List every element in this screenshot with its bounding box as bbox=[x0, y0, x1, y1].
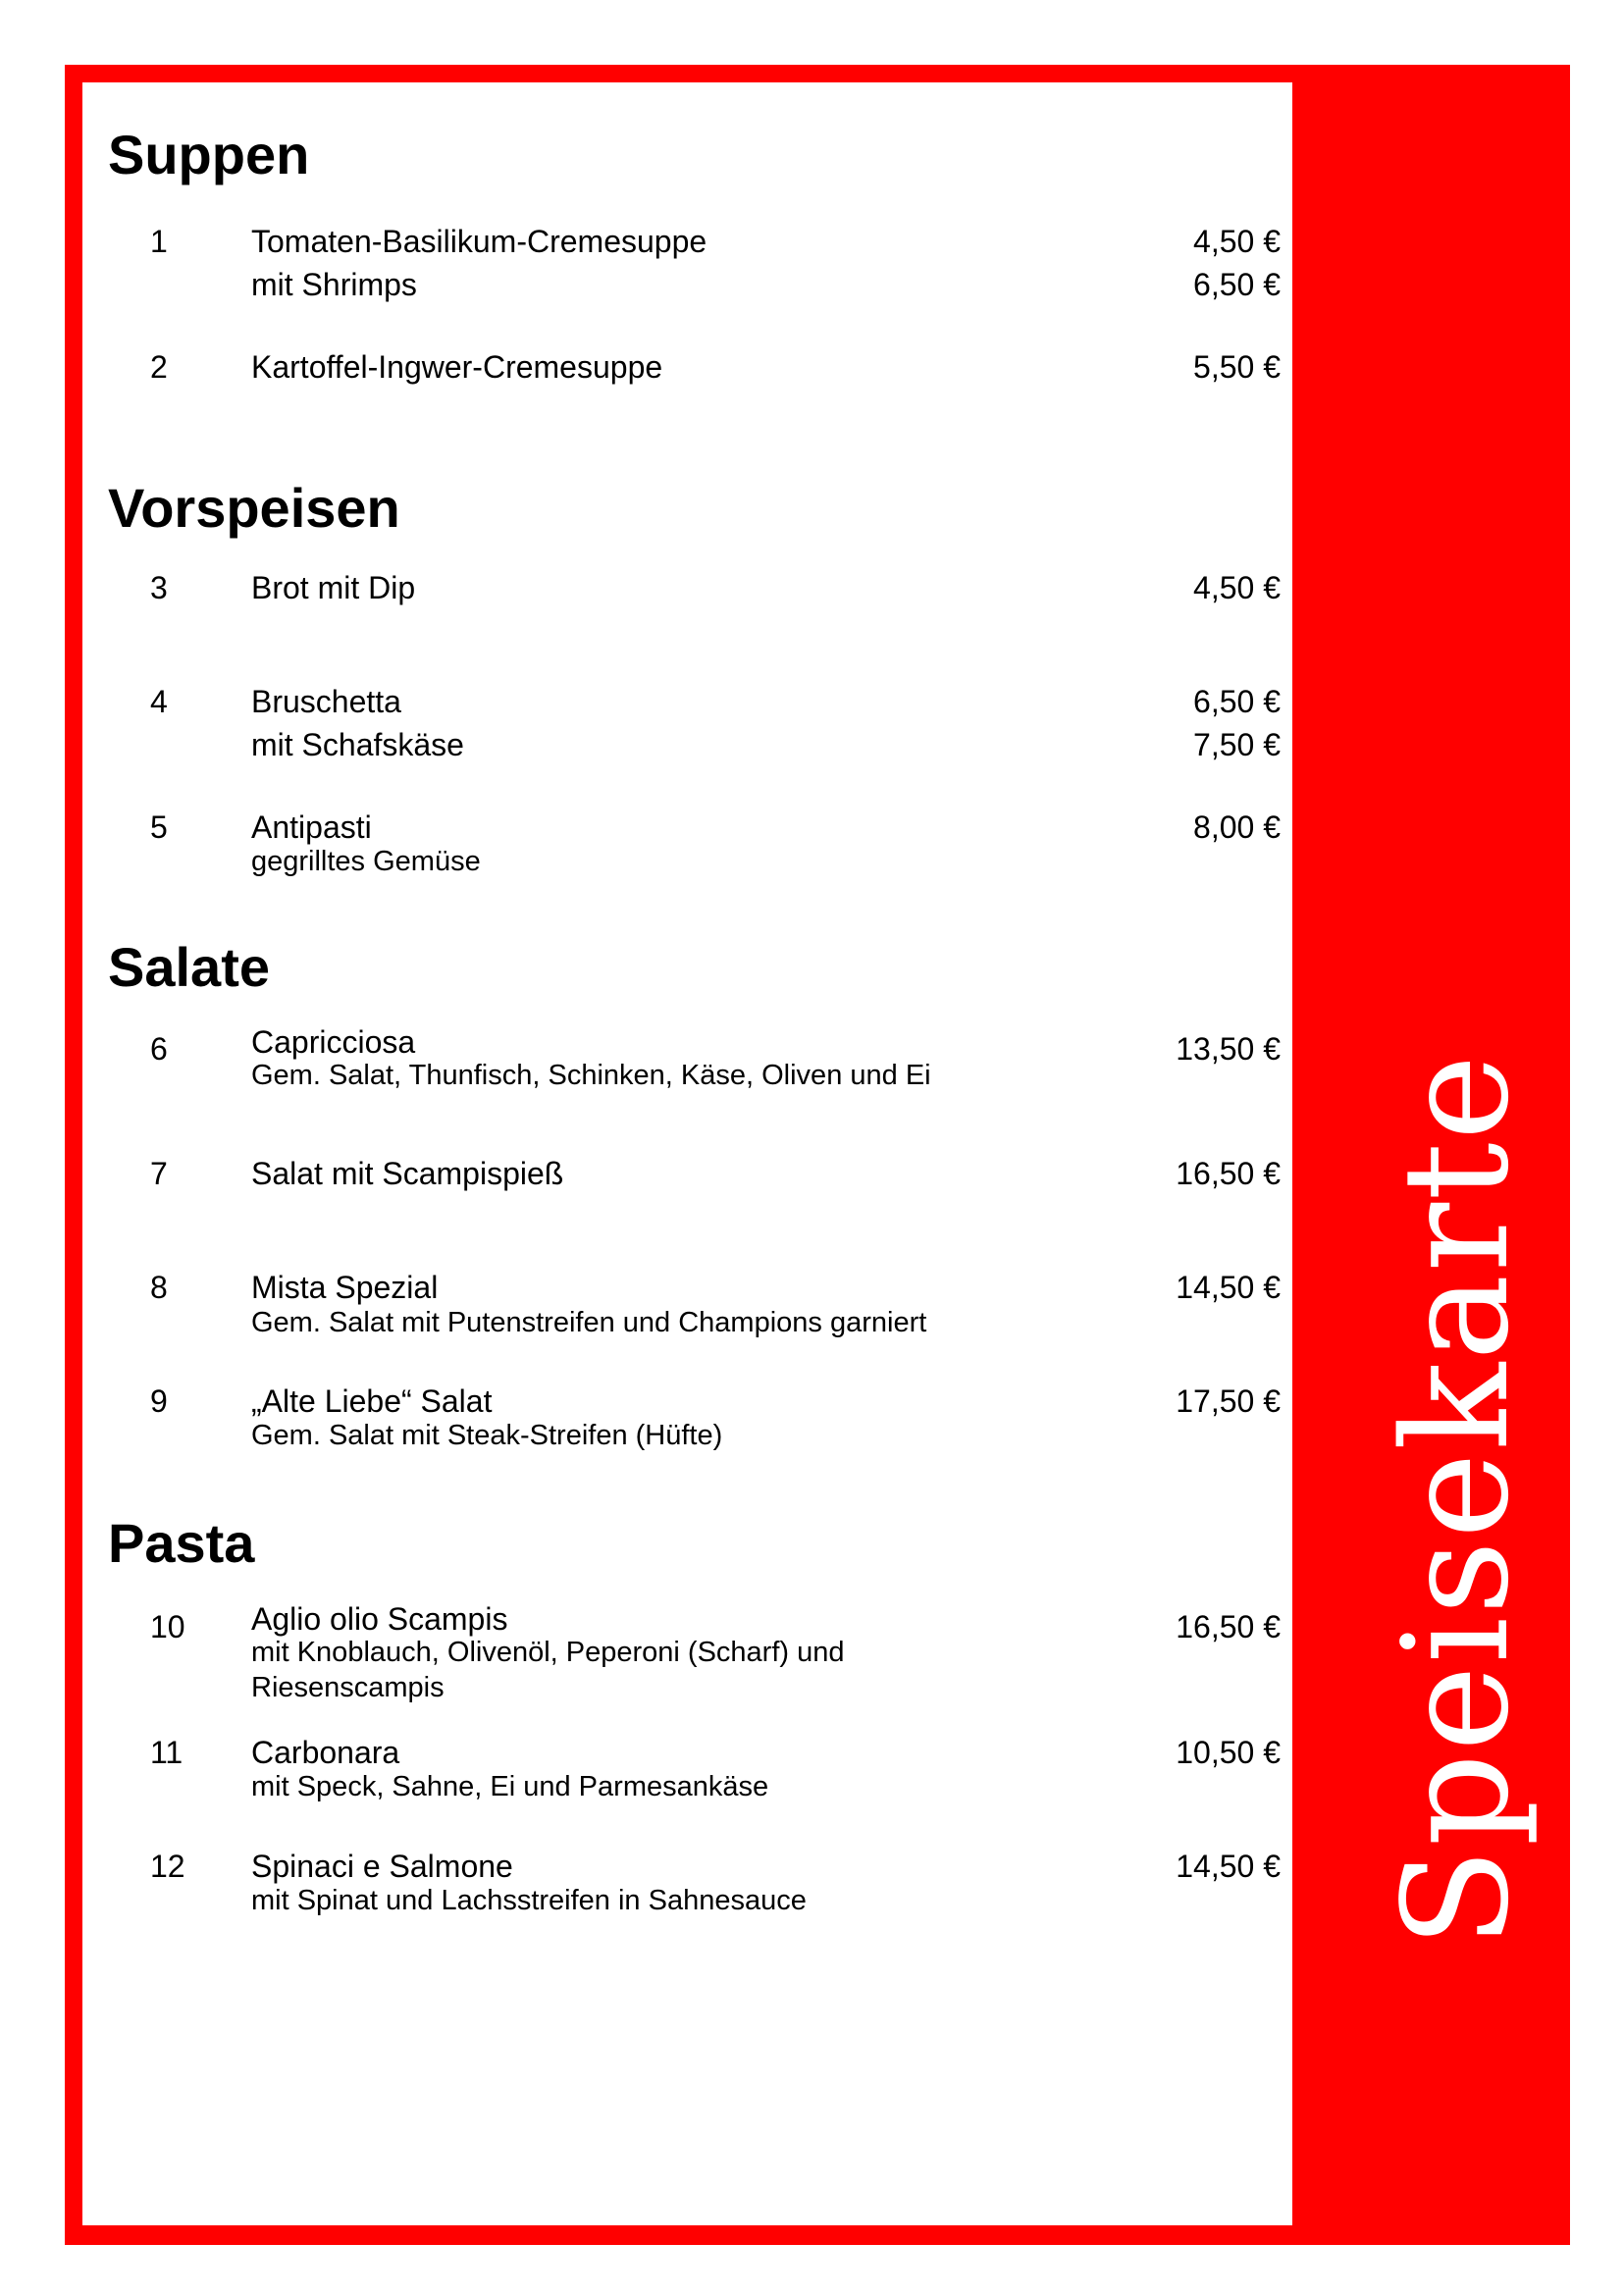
item-price: 14,50 € bbox=[1176, 1270, 1281, 1305]
item-number: 9 bbox=[150, 1383, 168, 1419]
section-title-vorspeisen: Vorspeisen bbox=[108, 477, 400, 539]
item-name: „Alte Liebe“ Salat bbox=[251, 1383, 493, 1419]
item-description: mit Knoblauch, Olivenöl, Peperoni (Scharf) und Riesenscampis bbox=[251, 1637, 845, 1703]
item-name: Tomaten-Basilikum-Cremesuppe bbox=[251, 224, 707, 259]
section-title-salate: Salate bbox=[108, 936, 270, 998]
item-price: 5,50 € bbox=[1193, 349, 1281, 385]
item-number: 6 bbox=[150, 1031, 168, 1067]
item-number: 4 bbox=[150, 684, 168, 719]
item-price: 17,50 € bbox=[1176, 1383, 1281, 1419]
item-number: 11 bbox=[150, 1735, 183, 1770]
item-description: mit Spinat und Lachsstreifen in Sahnesauce bbox=[251, 1885, 807, 1916]
item-description: mit Speck, Sahne, Ei und Parmesankäse bbox=[251, 1771, 769, 1802]
side-title: Speisekarte bbox=[1372, 1052, 1541, 1948]
item-name: Spinaci e Salmone bbox=[251, 1849, 513, 1884]
section-title-pasta: Pasta bbox=[108, 1512, 255, 1574]
item-price: 14,50 € bbox=[1176, 1849, 1281, 1884]
item-name: Brot mit Dip bbox=[251, 570, 416, 605]
item-number: 8 bbox=[150, 1270, 168, 1305]
item-number: 7 bbox=[150, 1156, 168, 1191]
item-number: 12 bbox=[150, 1849, 185, 1884]
item-number: 2 bbox=[150, 349, 168, 385]
item-number: 1 bbox=[150, 224, 168, 259]
item-price: 13,50 € bbox=[1176, 1031, 1281, 1067]
item-number: 5 bbox=[150, 809, 168, 845]
item-description: Gem. Salat, Thunfisch, Schinken, Käse, Oliven und Ei bbox=[251, 1060, 931, 1091]
item-name: Kartoffel-Ingwer-Cremesuppe bbox=[251, 349, 663, 385]
item-name: Antipasti bbox=[251, 809, 372, 845]
item-price: 10,50 € bbox=[1176, 1735, 1281, 1770]
item-price: 4,50 € bbox=[1193, 570, 1281, 605]
section-title-suppen: Suppen bbox=[108, 124, 310, 185]
item-name: Carbonara bbox=[251, 1735, 400, 1770]
item-number: 3 bbox=[150, 570, 168, 605]
item-price: 4,50 € bbox=[1193, 224, 1281, 259]
item-variant: mit Schafskäse bbox=[251, 727, 464, 762]
item-number: 10 bbox=[150, 1609, 185, 1644]
item-variant-price: 6,50 € bbox=[1193, 267, 1281, 302]
item-price: 16,50 € bbox=[1176, 1609, 1281, 1644]
item-price: 16,50 € bbox=[1176, 1156, 1281, 1191]
item-price: 8,00 € bbox=[1193, 809, 1281, 845]
item-name: Salat mit Scampispieß bbox=[251, 1156, 564, 1191]
item-name: Bruschetta bbox=[251, 684, 401, 719]
item-variant: mit Shrimps bbox=[251, 267, 417, 302]
item-name: Mista Spezial bbox=[251, 1270, 439, 1305]
item-variant-price: 7,50 € bbox=[1193, 727, 1281, 762]
item-description: Gem. Salat mit Putenstreifen und Champions garniert bbox=[251, 1307, 927, 1338]
item-price: 6,50 € bbox=[1193, 684, 1281, 719]
item-description: gegrilltes Gemüse bbox=[251, 846, 481, 877]
item-name: Capricciosa bbox=[251, 1024, 416, 1060]
item-name: Aglio olio Scampis bbox=[251, 1601, 508, 1637]
item-description: Gem. Salat mit Steak-Streifen (Hüfte) bbox=[251, 1420, 723, 1451]
